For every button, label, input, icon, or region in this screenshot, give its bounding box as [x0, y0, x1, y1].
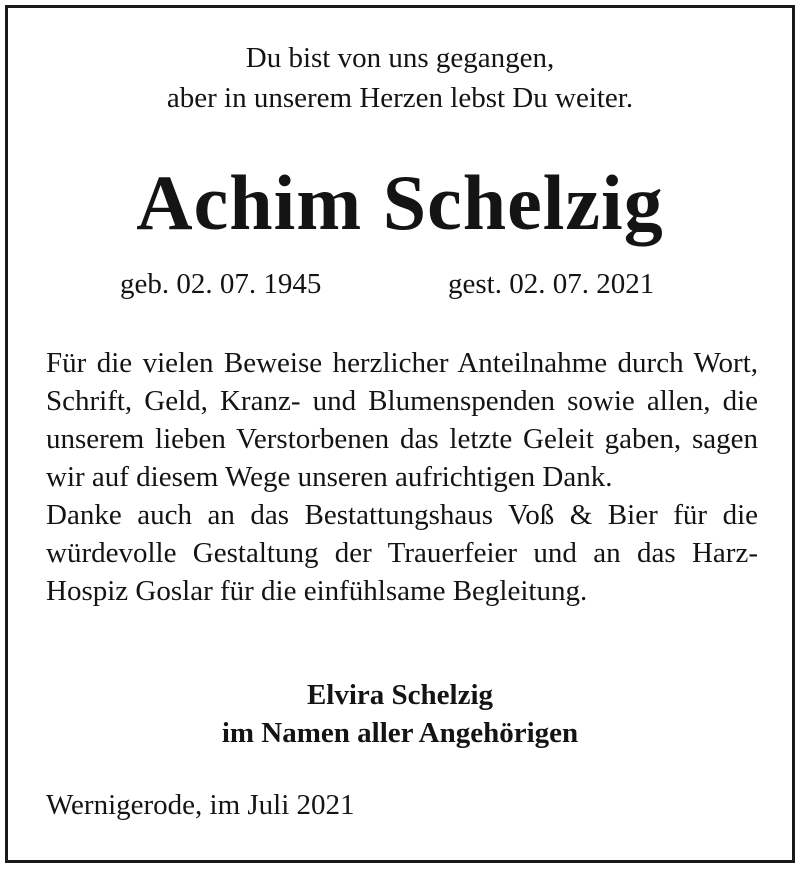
deceased-name: Achim Schelzig — [136, 159, 664, 246]
message-paragraph-1: Für die vielen Beweise herzlicher Anteilnahme durch Wort, Schrift, Geld, Kranz- und Blumenspenden sowie allen, die unserem lieben Verstorbenen das letzte Geleit gaben, sagen wir auf diesem Wege unseren aufrichtigen Dank. — [46, 347, 758, 493]
death-date: gest. 02. 07. 2021 — [448, 268, 655, 300]
thank-you-message — [46, 344, 758, 610]
signatory-note: im Namen aller Angehörigen — [221, 717, 579, 749]
obituary-notice — [5, 5, 795, 863]
signature — [8, 676, 792, 752]
motto-line-2: aber in unserem Herzen lebst Du weiter. — [166, 82, 634, 114]
place-and-date: Wernigerode, im Juli 2021 — [46, 789, 355, 821]
motto — [8, 38, 792, 118]
message-paragraph-2: Danke auch an das Bestattungshaus Voß & Bier für die würdevolle Gestaltung der Trauerfeier und an das Harz-Hospiz Goslar für die einfühlsame Begleitung. — [46, 499, 758, 607]
birth-date: geb. 02. 07. 1945 — [120, 268, 322, 300]
motto-line-1: Du bist von uns gegangen, — [245, 42, 555, 74]
signatory-name: Elvira Schelzig — [306, 679, 494, 711]
